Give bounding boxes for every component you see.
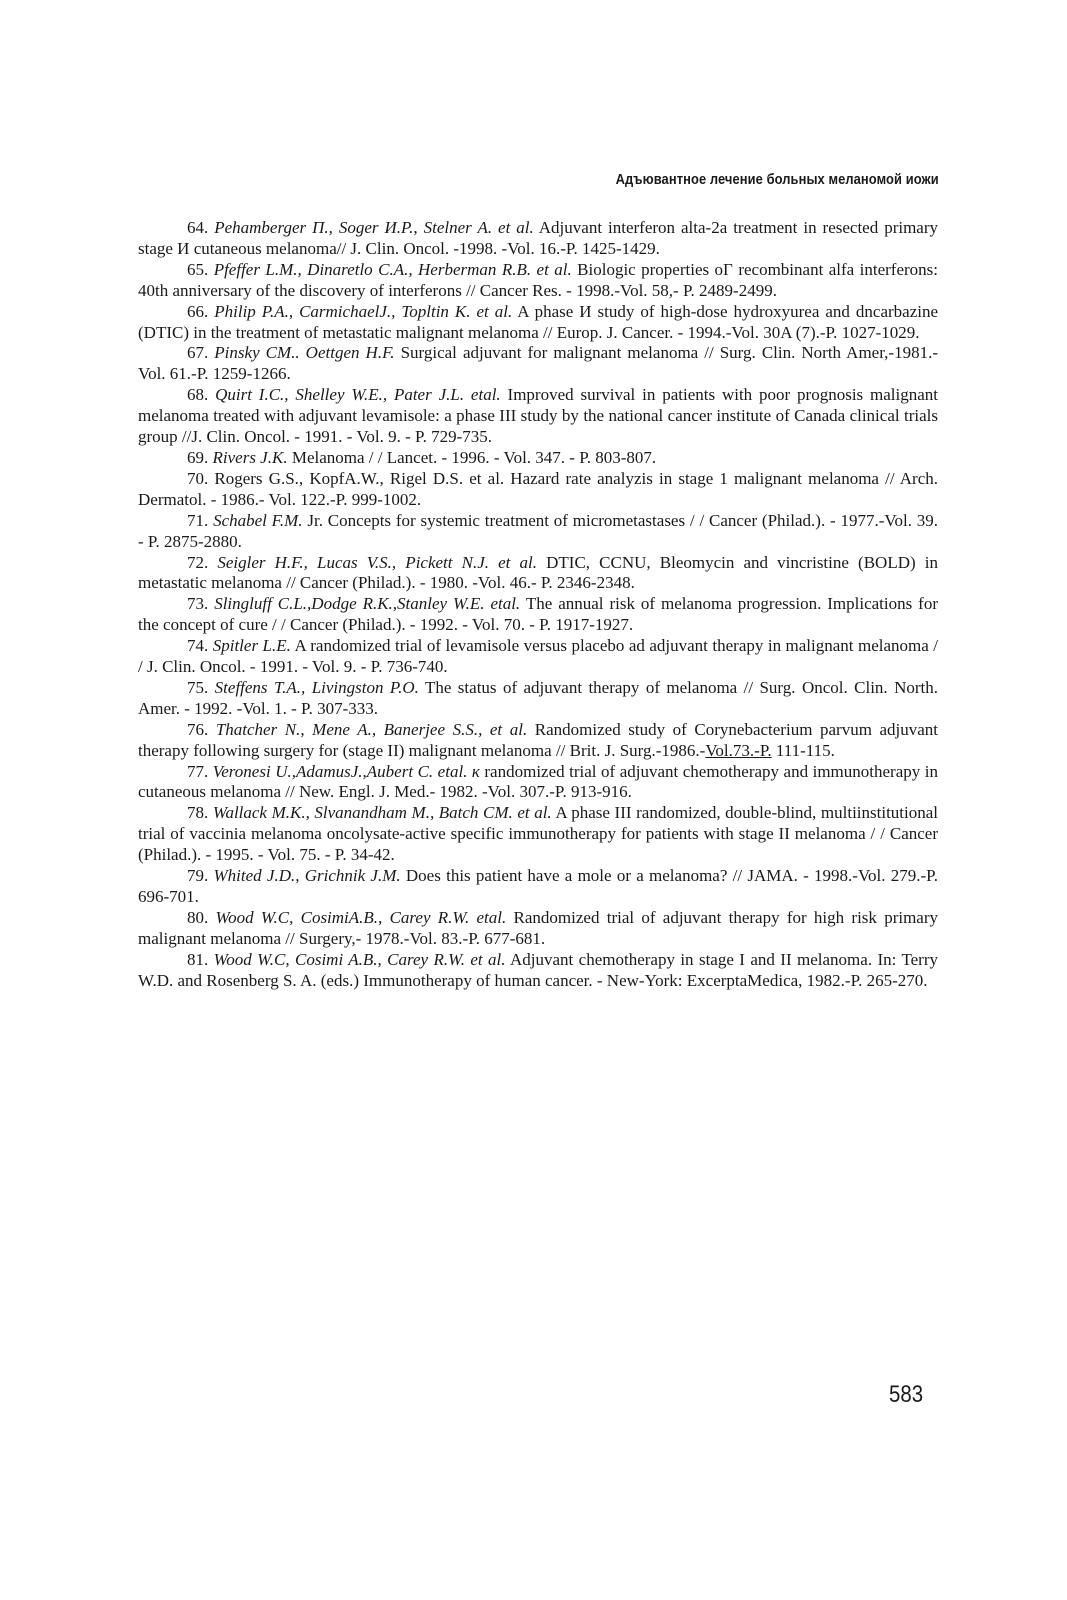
reference-text: Melanoma / / Lancet. - 1996. - Vol. 347. - P. 803-807. <box>291 447 657 467</box>
reference-text: Jr. Concepts for systemic treatment of micrometastases / / Cancer (Philad.). - 1977.-Vol. 39. - P. 2875-2880. <box>138 510 939 551</box>
reference-item <box>138 803 938 866</box>
page-number: 583 <box>888 1381 923 1408</box>
reference-underlined-text: Vol.73.-P. <box>705 740 772 760</box>
reference-item <box>138 385 938 448</box>
reference-item <box>138 511 938 553</box>
reference-number: 74. <box>187 636 209 656</box>
reference-authors: Steffens T.A., Livingston P.O. <box>214 677 419 697</box>
reference-number: 64. <box>187 218 209 237</box>
reference-text: Adjuvant interferon alta-2a treatment in resected primary stage И cutaneous melanoma// J. Clin. Oncol. -1998. -Vol. 16.-P. 1425-1429. <box>138 218 939 258</box>
reference-text: Randomized study of Corynebacterium parvum adjuvant therapy following surgery for (stage II) malignant melanoma // Brit. J. Surg.-1986.- <box>138 719 939 760</box>
reference-number: 77. <box>187 761 209 781</box>
reference-text: Does this patient have a mole or a melanoma? // JAMA. - 1998.-Vol. 279.-P. 696-701. <box>138 866 939 906</box>
reference-item <box>138 448 938 469</box>
reference-text: Biologic properties oГ recombinant alfa interferons: 40th anniversary of the discovery of interferons // Cancer Res. - 1998.-Vol. 58,- P. 2489-2499. <box>138 259 938 300</box>
reference-authors: Wood W.C, CosimiA.B., Carey R.W. etal. <box>215 907 507 927</box>
reference-authors: Whited J.D., Grichnik J.M. <box>213 866 401 886</box>
reference-item <box>138 343 938 385</box>
reference-item <box>138 866 938 908</box>
reference-authors: Spitler L.E. <box>212 636 291 656</box>
reference-text: A phase III randomized, double-blind, multiinstitutional trial of vaccinia melanoma oncolysate-active specific immunotherapy for patients with stage II melanoma / / Cancer (Philad.). - 1995. - Vol. 75. - P. 34-42. <box>138 803 939 865</box>
reference-text: randomized trial of adjuvant chemotherapy and immunotherapy in cutaneous melanoma // New. Engl. J. Med.- 1982. -Vol. 307.-P. 913-916. <box>138 761 938 802</box>
reference-authors: Quirt I.C., Shelley W.E., Pater J.L. etal. <box>215 385 501 405</box>
reference-number: 68. <box>187 385 209 405</box>
reference-authors: Rivers J.K. <box>212 447 288 467</box>
reference-item <box>138 218 938 260</box>
reference-authors: Wallack M.K., Slvanandham M., Batch CM. et al. <box>212 803 552 823</box>
reference-number: 66. <box>187 301 209 321</box>
reference-text: Surgical adjuvant for malignant melanoma // Surg. Clin. North Amer,-1981.-Vol. 61.-P. 1259-1266. <box>138 343 939 384</box>
reference-authors: Seigler H.F., Lucas V.S., Pickett N.J. et al. <box>217 552 537 572</box>
reference-number: 81. <box>187 949 209 969</box>
reference-authors: Veronesi U.,AdamusJ.,Aubert C. etal. к <box>212 761 480 781</box>
reference-number: 67. <box>187 343 209 363</box>
reference-item <box>138 302 938 344</box>
reference-authors: Philip P.A., CarmichaelJ., Topltin K. et al. <box>214 301 513 321</box>
reference-number: 80. <box>187 907 209 927</box>
reference-item <box>138 260 938 302</box>
reference-text: The annual risk of melanoma progression. Implications for the concept of cure / / Cancer (Philad.). - 1992. - Vol. 70. - P. 1917-1927. <box>138 594 939 635</box>
reference-number: 70. <box>187 468 209 488</box>
reference-number: 78. <box>187 803 209 823</box>
reference-number: 69. <box>187 447 209 467</box>
reference-list <box>138 218 938 992</box>
reference-item <box>138 720 938 762</box>
reference-text: A phase И study of high-dose hydroxyurea and dncarbazine (DTIC) in the treatment of metastatic malignant melanoma // Europ. J. Cancer. - 1994.-Vol. 30A (7).-P. 1027-1029. <box>138 301 939 342</box>
reference-item <box>138 594 938 636</box>
reference-item <box>138 950 938 992</box>
reference-item <box>138 762 938 804</box>
reference-text-tail: 111-115. <box>771 740 835 760</box>
reference-number: 73. <box>187 594 209 614</box>
reference-number: 71. <box>187 510 209 530</box>
reference-text: A randomized trial of levamisole versus placebo ad adjuvant therapy in malignant melanoma / / J. Clin. Oncol. - 1991. - Vol. 9. - P. 736-740. <box>138 636 939 677</box>
reference-text: Improved survival in patients with poor prognosis malignant melanoma treated with adjuvant levamisole: a phase III study by the national cancer institute of Canada clinical trials group //J. Clin. Oncol. - 1991. - Vol. 9. - P. 729-735. <box>138 385 938 447</box>
reference-text: Rogers G.S., KopfA.W., Rigel D.S. et al. Hazard rate analyzis in stage 1 malignant melanoma // Arch. Dermatol. - 1986.- Vol. 122.-P. 999-1002. <box>138 468 938 509</box>
running-header: Адъювантное лечение больных меланомой иожи <box>615 171 939 188</box>
reference-authors: Wood W.C, Cosimi A.B., Carey R.W. et al. <box>213 949 506 969</box>
reference-number: 76. <box>187 719 209 739</box>
reference-text: The status of adjuvant therapy of melanoma // Surg. Oncol. Clin. North. Amer. - 1992. -Vol. 1. - P. 307-333. <box>138 677 938 718</box>
reference-authors: Pinsky CM.. Oettgen H.F. <box>214 343 395 363</box>
reference-text: DTIC, CCNU, Bleomycin and vincristine (BOLD) in metastatic melanoma // Cancer (Philad.). - 1980. -Vol. 46.- P. 2346-2348. <box>138 552 938 593</box>
reference-item <box>138 636 938 678</box>
reference-text: Randomized trial of adjuvant therapy for high risk primary malignant melanoma // Surgery,- 1978.-Vol. 83.-P. 677-681. <box>138 907 939 948</box>
reference-authors: Schabel F.M. <box>213 510 303 530</box>
reference-authors: Thatcher N., Mene A., Banerjee S.S., et al. <box>215 719 528 739</box>
reference-number: 72. <box>187 552 209 572</box>
reference-number: 79. <box>187 866 209 886</box>
reference-number: 75. <box>187 677 209 697</box>
reference-text: Adjuvant chemotherapy in stage I and II melanoma. In: Terry W.D. and Rosenberg S. A. (eds.) Immunotherapy of human cancer. - New-York: ExcerptaMedica, 1982.-P. 265-270. <box>138 949 939 990</box>
reference-item <box>138 678 938 720</box>
reference-authors: Pfeffer L.M., Dinaretlo C.A., Herberman R.B. et al. <box>213 259 572 279</box>
reference-item <box>138 553 938 595</box>
reference-authors: Slingluff C.L.,Dodge R.K.,Stanley W.E. etal. <box>214 594 521 614</box>
reference-item <box>138 469 938 511</box>
reference-item <box>138 908 938 950</box>
reference-number: 65. <box>187 259 209 279</box>
reference-authors: Pehamberger П., Soger И.P., Stelner A. et al. <box>214 218 534 237</box>
